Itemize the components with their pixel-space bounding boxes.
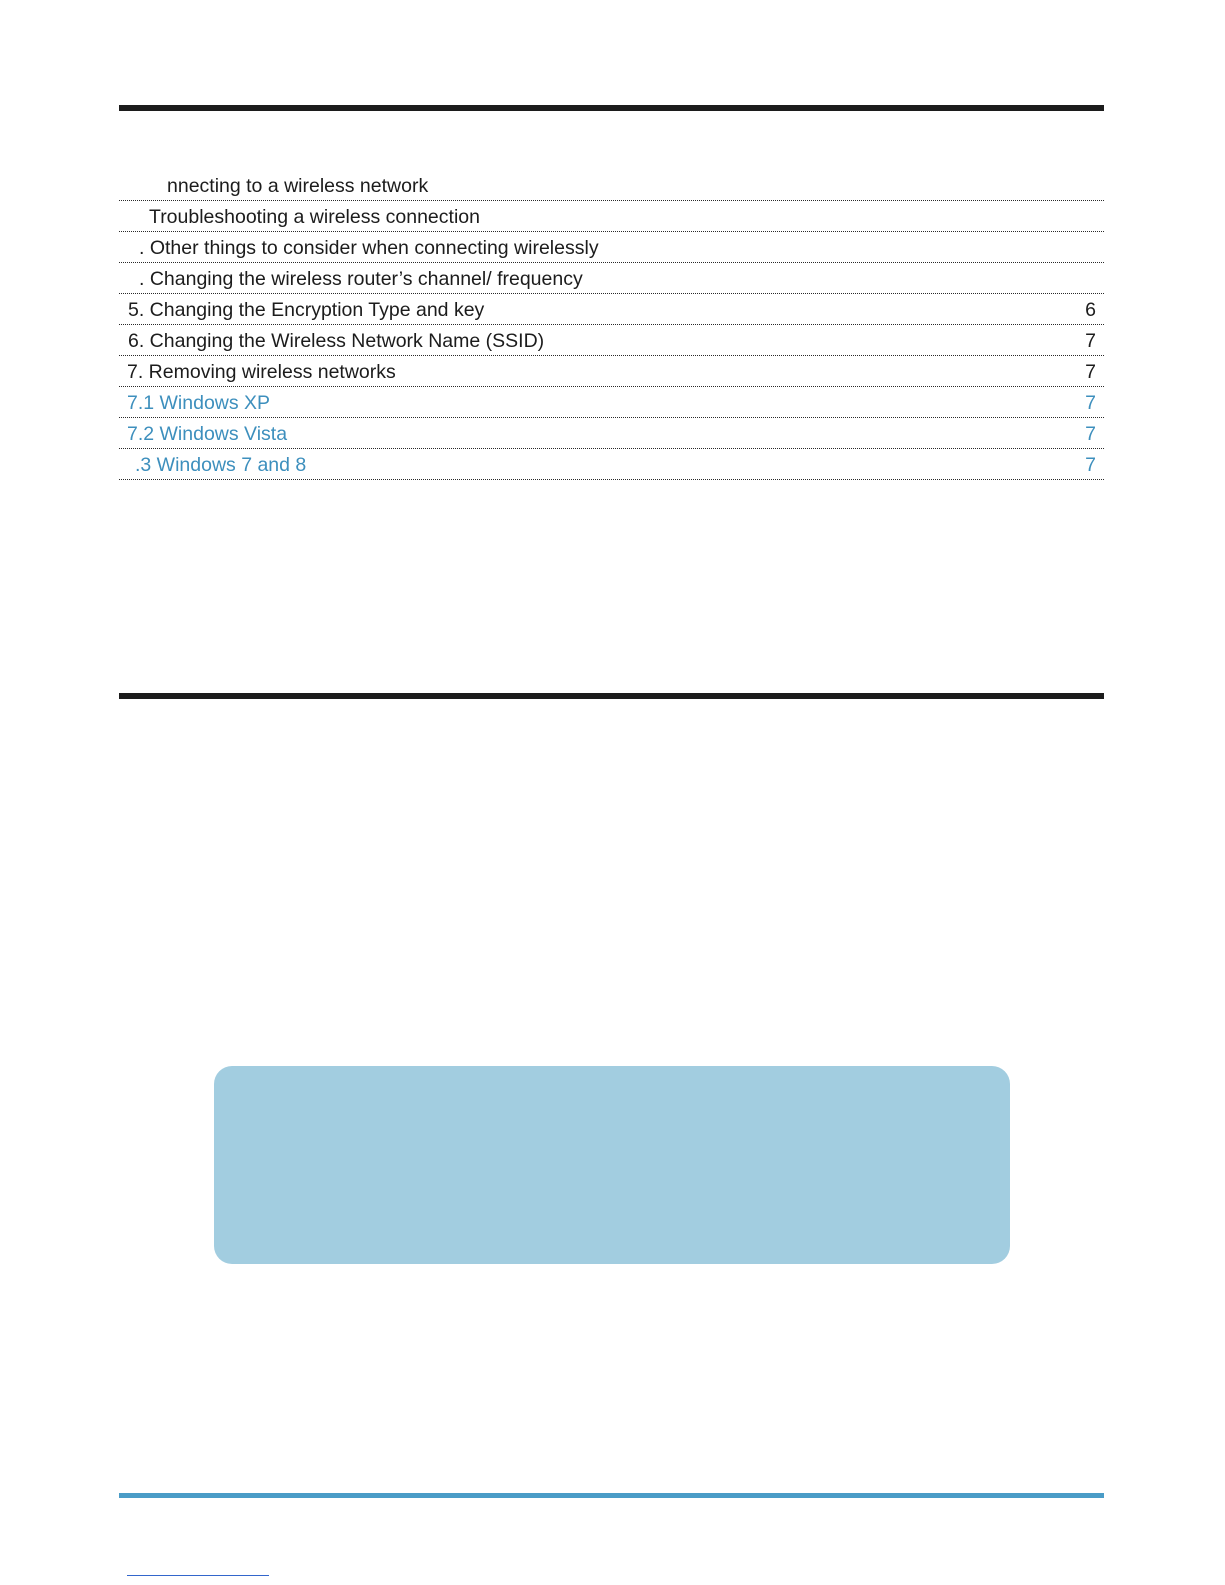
toc-entry-page: 7	[1085, 361, 1096, 383]
toc-entry-title: . Changing the wireless router’s channel/ frequency	[139, 268, 583, 290]
toc-entry-title: Troubleshooting a wireless connection	[149, 206, 480, 228]
toc-entry[interactable]	[119, 201, 1104, 232]
toc-subentry-title: 7.1 Windows XP	[127, 392, 271, 414]
footer-divider	[119, 1493, 1104, 1498]
toc-subentry-page: 7	[1085, 392, 1096, 414]
toc-entry[interactable]	[119, 325, 1104, 356]
toc-entry[interactable]	[119, 170, 1104, 201]
toc-subentry[interactable]	[119, 387, 1104, 418]
table-of-contents	[119, 170, 1104, 480]
footer-link-underline[interactable]	[127, 1575, 269, 1576]
toc-entry[interactable]	[119, 263, 1104, 294]
toc-entry-title: 5. Changing the Encryption Type and key	[128, 299, 485, 321]
toc-subentry-page: 7	[1085, 454, 1096, 476]
toc-entry-title: nnecting to a wireless network	[167, 175, 429, 197]
toc-subentry-title: 7.2 Windows Vista	[127, 423, 288, 445]
toc-entry-title: 6. Changing the Wireless Network Name (SSID)	[128, 330, 545, 352]
toc-entry[interactable]	[119, 232, 1104, 263]
top-divider	[119, 105, 1104, 111]
note-box	[214, 1066, 1010, 1264]
toc-subentry-title: .3 Windows 7 and 8	[135, 454, 307, 476]
toc-entry-title: 7. Removing wireless networks	[127, 361, 396, 383]
toc-subentry[interactable]	[119, 418, 1104, 449]
toc-entry-page: 7	[1085, 330, 1096, 352]
section-divider	[119, 693, 1104, 699]
toc-subentry[interactable]	[119, 449, 1104, 480]
toc-entry[interactable]	[119, 294, 1104, 325]
toc-entry-page: 6	[1085, 299, 1096, 321]
toc-subentry-page: 7	[1085, 423, 1096, 445]
toc-entry[interactable]	[119, 356, 1104, 387]
toc-entry-title: . Other things to consider when connecting wirelessly	[139, 237, 599, 259]
